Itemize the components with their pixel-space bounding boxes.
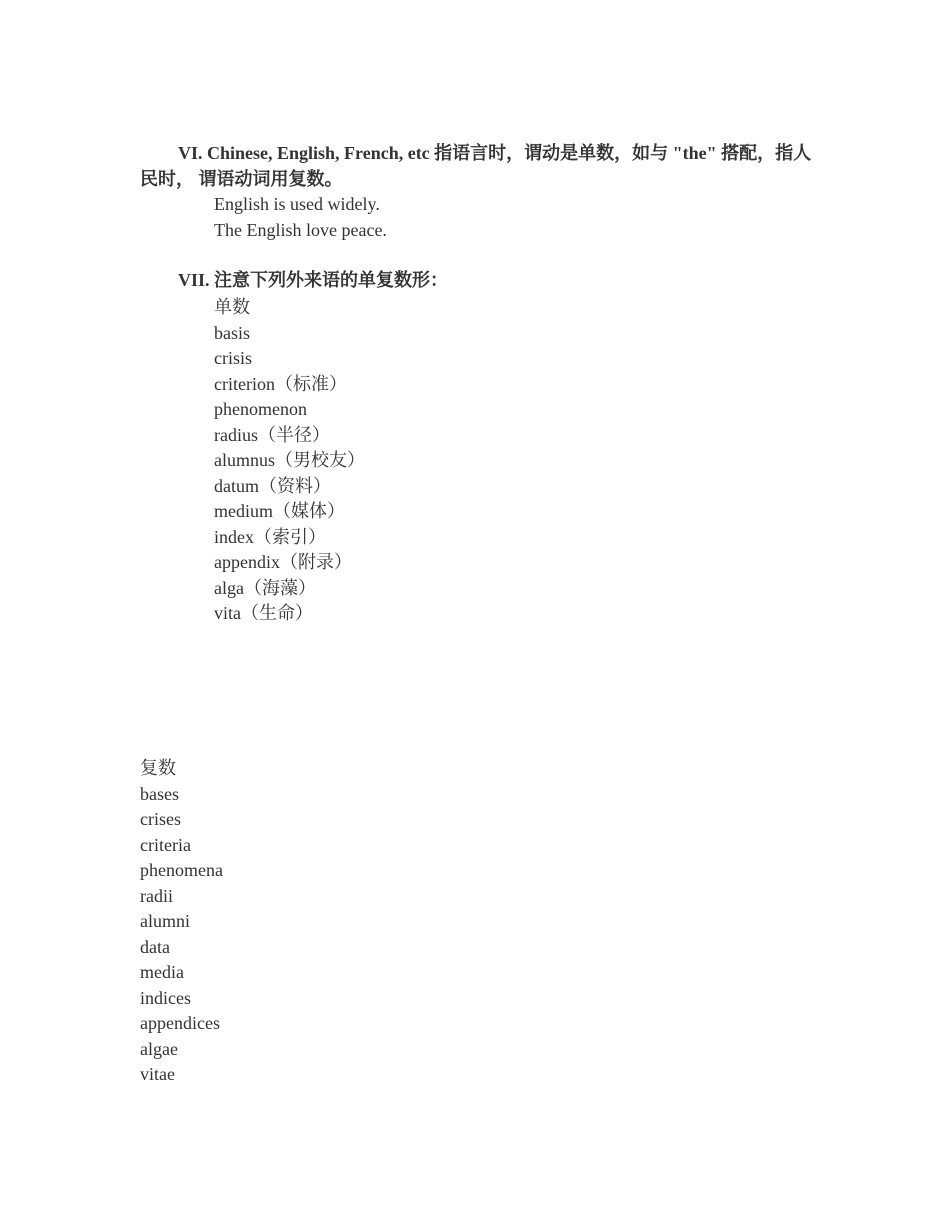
plural-item: data	[140, 936, 170, 957]
plural-item: radii	[140, 885, 173, 906]
singular-item: datum（资料）	[214, 475, 331, 496]
example-sentence: English is used widely.	[214, 194, 380, 214]
section-6-examples	[214, 192, 387, 243]
singular-item: index（索引）	[214, 526, 326, 547]
section-6-heading: VI. Chinese, English, French, etc 指语言时，谓动是单数，如与 "the" 搭配，指人民时， 谓语动词用复数。	[140, 143, 812, 189]
singular-item: appendix（附录）	[214, 552, 352, 572]
singular-item: phenomenon	[214, 399, 307, 419]
singular-item: alumnus（男校友）	[214, 450, 365, 470]
plural-item: algae	[140, 1038, 178, 1059]
singular-item: basis	[214, 322, 250, 343]
plural-item: appendices	[140, 1013, 220, 1033]
plural-item: alumni	[140, 911, 190, 931]
singular-list	[214, 295, 365, 627]
plural-item: criteria	[140, 834, 191, 855]
plural-item: media	[140, 962, 184, 982]
singular-item: crisis	[214, 348, 252, 368]
plural-item: phenomena	[140, 860, 223, 880]
singular-item: alga（海藻）	[214, 577, 316, 598]
plural-item: indices	[140, 987, 191, 1008]
singular-item: criterion（标准）	[214, 373, 347, 394]
plural-item: crises	[140, 809, 181, 829]
plural-item: vitae	[140, 1064, 175, 1084]
plural-item: bases	[140, 783, 179, 804]
plural-label: 复数	[140, 758, 176, 778]
section-7-heading: VII. 注意下列外来语的单复数形：	[178, 270, 449, 290]
example-sentence: The English love peace.	[214, 219, 387, 240]
plural-list	[140, 756, 223, 1088]
singular-item: radius（半径）	[214, 424, 330, 445]
singular-item: vita（生命）	[214, 603, 313, 623]
singular-item: medium（媒体）	[214, 501, 345, 521]
singular-label: 单数	[214, 297, 250, 317]
